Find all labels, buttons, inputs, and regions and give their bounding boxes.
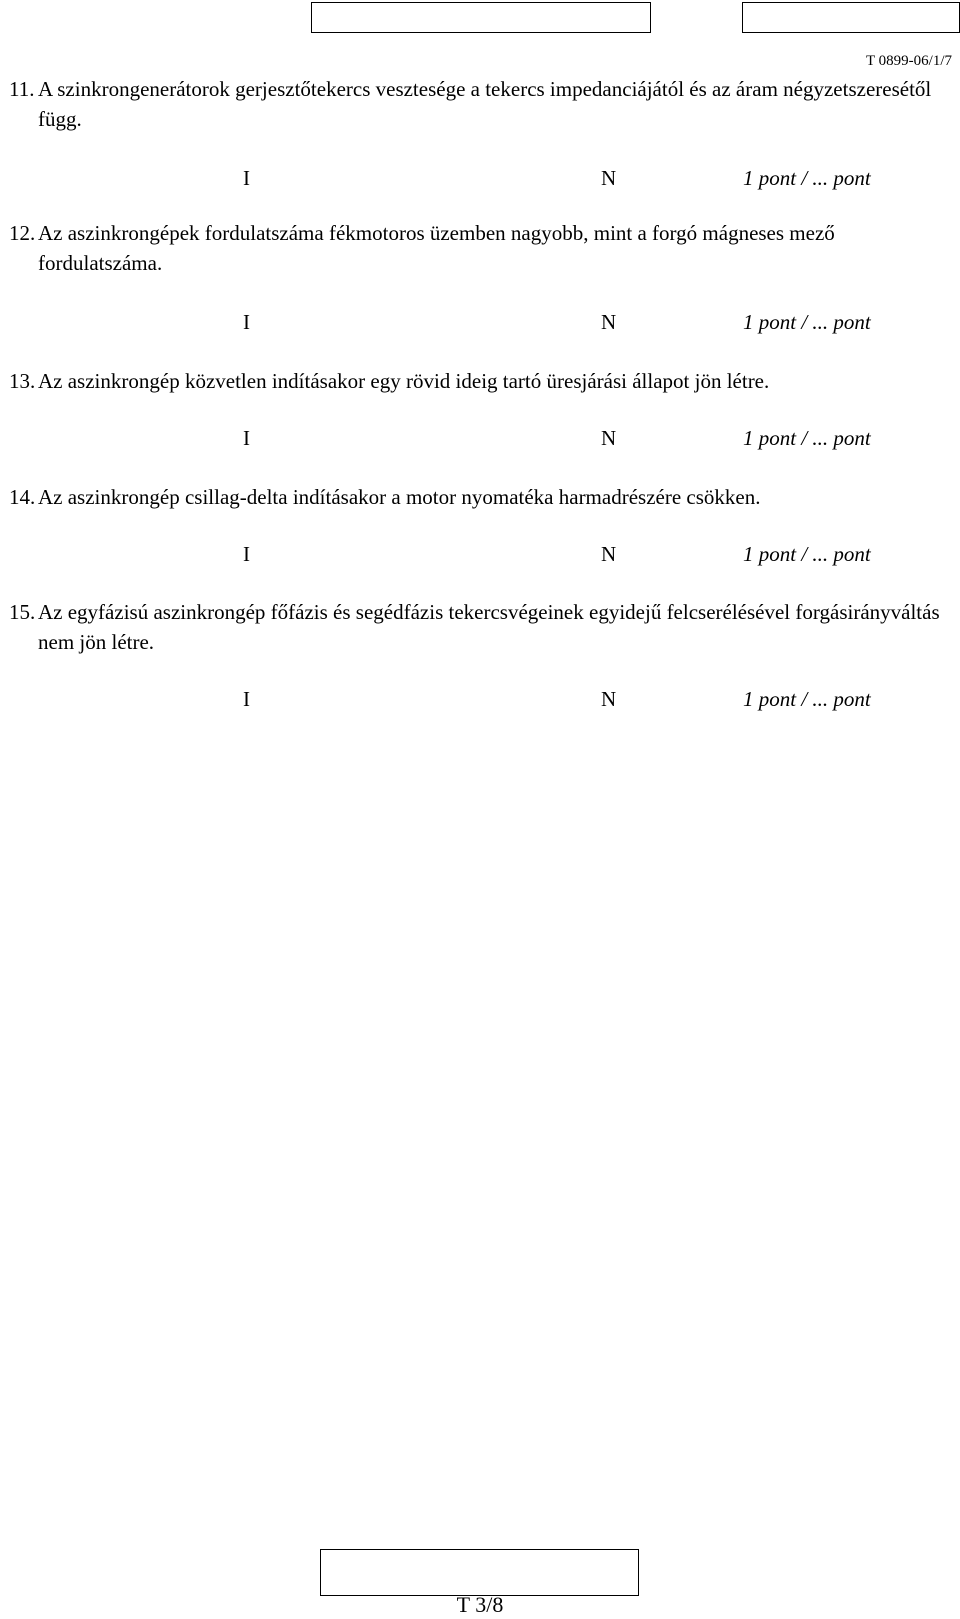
points-field: 1 pont / ... pont [743, 426, 871, 450]
answer-row-13 [0, 423, 960, 453]
question-text: Az aszinkrongép közvetlen indításakor egy rövid ideig tartó üresjárási állapot jön létre. [38, 369, 770, 393]
header-box-right [742, 2, 960, 33]
option-n[interactable]: N [601, 166, 617, 190]
option-i[interactable]: I [243, 166, 250, 190]
option-i[interactable]: I [243, 542, 250, 566]
option-n[interactable]: N [601, 687, 617, 711]
question-text: Az aszinkrongépek fordulatszáma fékmotoros üzemben nagyobb, mint a forgó mágneses mező fordulatszáma. [38, 221, 835, 275]
question-number: 15. [9, 600, 36, 624]
option-i[interactable]: I [243, 310, 250, 334]
footer-box [320, 1549, 639, 1596]
answer-row-15 [0, 684, 960, 714]
question-11 [0, 74, 945, 134]
points-field: 1 pont / ... pont [743, 687, 871, 711]
question-number: 12. [9, 221, 36, 245]
question-text: A szinkrongenerátorok gerjesztőtekercs vesztesége a tekercs impedanciájától és az áram négyzetszeresétől függ. [38, 77, 932, 131]
answer-row-11 [0, 163, 960, 193]
points-field: 1 pont / ... pont [743, 542, 871, 566]
question-12 [0, 218, 945, 278]
question-14 [0, 482, 945, 512]
question-15 [0, 597, 945, 657]
page-number: T 3/8 [456, 1592, 504, 1617]
option-i[interactable]: I [243, 687, 250, 711]
option-n[interactable]: N [601, 310, 617, 334]
option-n[interactable]: N [601, 542, 617, 566]
points-field: 1 pont / ... pont [743, 310, 871, 334]
option-i[interactable]: I [243, 426, 250, 450]
points-field: 1 pont / ... pont [743, 166, 871, 190]
document-code: T 0899-06/1/7 [866, 53, 952, 69]
question-13 [0, 366, 945, 396]
header-box-left [311, 2, 651, 33]
question-text: Az egyfázisú aszinkrongép főfázis és segédfázis tekercsvégeinek egyidejű felcserélésével forgásirányváltás nem jön létre. [38, 600, 940, 654]
answer-row-12 [0, 307, 960, 337]
answer-row-14 [0, 539, 960, 569]
question-text: Az aszinkrongép csillag-delta indításakor a motor nyomatéka harmadrészére csökken. [38, 485, 761, 509]
question-number: 11. [9, 77, 35, 101]
question-number: 13. [9, 369, 36, 393]
question-number: 14. [9, 485, 36, 509]
option-n[interactable]: N [601, 426, 617, 450]
